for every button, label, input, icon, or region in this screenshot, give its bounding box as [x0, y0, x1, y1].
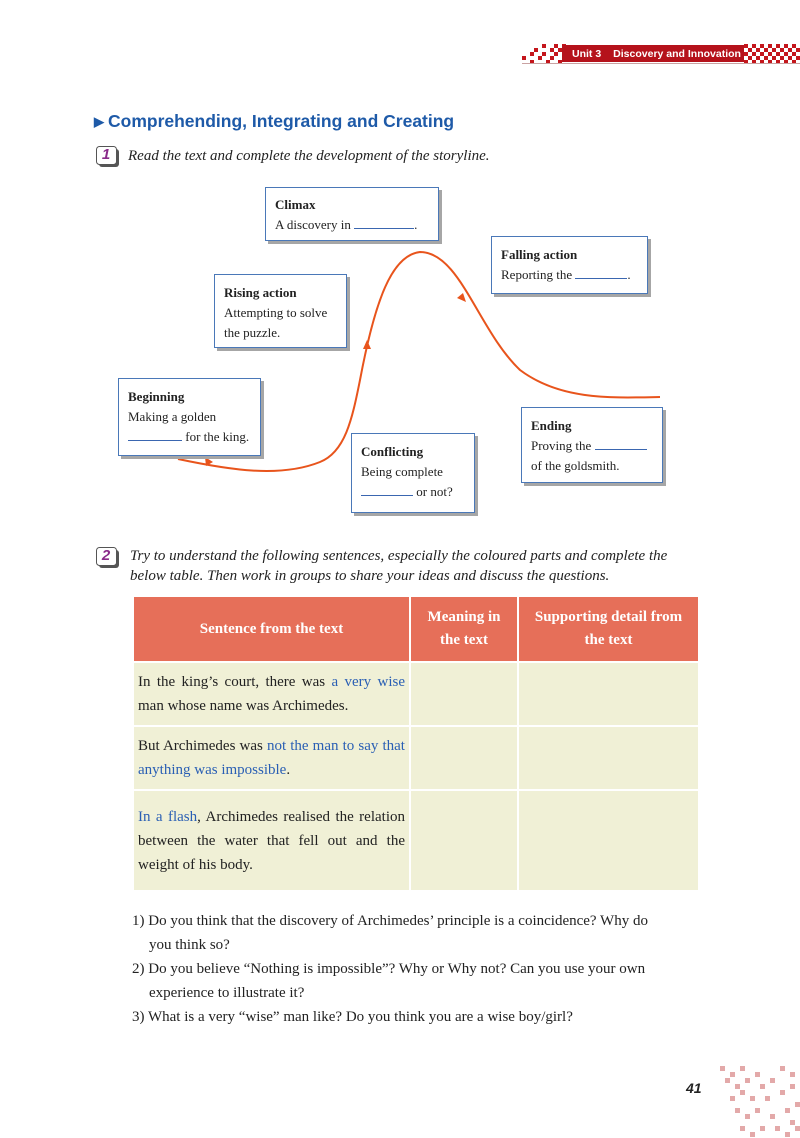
task-2-number: 2	[101, 547, 111, 564]
header-sentence: Sentence from the text	[134, 597, 410, 662]
page-number: 41	[686, 1080, 702, 1096]
stage-climax-title: Climax	[275, 197, 316, 212]
detail-answer-cell[interactable]	[518, 726, 698, 790]
answer-blank[interactable]	[361, 483, 413, 496]
question-number: 3)	[132, 1009, 145, 1025]
question-number: 1)	[132, 913, 145, 929]
task-1-number: 1	[101, 146, 111, 163]
question-2: 2) Do you believe “Nothing is impossible”? Why or Why not? Can you use your own experience to illustrate it?	[132, 961, 646, 1001]
table-row	[134, 790, 698, 890]
stage-climax: Climax A discovery in .	[265, 187, 439, 241]
meaning-answer-cell[interactable]	[410, 726, 518, 790]
question-number: 2)	[132, 961, 145, 977]
detail-answer-cell[interactable]	[518, 662, 698, 726]
section-title-text: Comprehending, Integrating and Creating	[108, 111, 455, 131]
footer-checker-pattern	[700, 1060, 800, 1138]
stage-beginning: Beginning Making a golden for the king.	[118, 378, 261, 456]
stage-conflicting-title: Conflicting	[361, 444, 424, 459]
task-2-instruction: Try to understand the following sentences, especially the coloured parts and complete the below table. Then work in groups to share your ideas and discuss the questions.	[130, 548, 668, 584]
detail-answer-cell[interactable]	[518, 790, 698, 890]
stage-falling-action: Falling action Reporting the .	[491, 236, 648, 294]
highlighted-phrase: not the man to say that anything was impossible	[138, 738, 405, 778]
sentence-table	[134, 597, 698, 890]
stage-falling-title: Falling action	[501, 247, 578, 262]
table-row	[134, 726, 698, 790]
question-3: 3) What is a very “wise” man like? Do you think you are a wise boy/girl?	[132, 1009, 573, 1025]
arrow-head-icon	[363, 340, 371, 349]
highlighted-phrase: In a flash	[138, 808, 198, 825]
sentence-cell: But Archimedes was not the man to say that anything was impossible.	[134, 726, 410, 790]
header-unit-label: Unit 3	[572, 47, 602, 60]
stage-rising-action: Rising action Attempting to solve the puzzle.	[214, 274, 347, 348]
stage-rising-title: Rising action	[224, 285, 297, 300]
task-2-badge	[96, 547, 120, 569]
answer-blank[interactable]	[575, 266, 627, 279]
stage-conflicting: Conflicting Being complete or not?	[351, 433, 475, 513]
sentence-cell: In the king’s court, there was a very wise man whose name was Archimedes.	[134, 662, 410, 726]
header-detail: Supporting detail from the text	[518, 597, 698, 662]
triangle-right-icon: ▶	[94, 114, 104, 129]
answer-blank[interactable]	[354, 216, 414, 229]
meaning-answer-cell[interactable]	[410, 790, 518, 890]
highlighted-phrase: a very wise	[331, 674, 405, 690]
stage-ending-title: Ending	[531, 418, 572, 433]
stage-ending: Ending Proving the of the goldsmith.	[521, 407, 663, 483]
sentence-cell: In a flash, Archimedes realised the relation between the water that fell out and the weight of his body.	[134, 790, 410, 890]
meaning-answer-cell[interactable]	[410, 662, 518, 726]
header-unit-title: Discovery and Innovation	[613, 47, 741, 60]
table-row	[134, 662, 698, 726]
stage-beginning-title: Beginning	[128, 389, 185, 404]
header-meaning: Meaning in the text	[410, 597, 518, 662]
question-1: 1) Do you think that the discovery of Archimedes’ principle is a coincidence? Why do you think so?	[132, 913, 648, 953]
table-header-row	[134, 597, 698, 662]
task-1-instruction: Read the text and complete the development of the storyline.	[128, 148, 490, 164]
arrow-head-icon	[457, 293, 466, 302]
answer-blank[interactable]	[128, 428, 182, 441]
answer-blank[interactable]	[595, 437, 647, 450]
